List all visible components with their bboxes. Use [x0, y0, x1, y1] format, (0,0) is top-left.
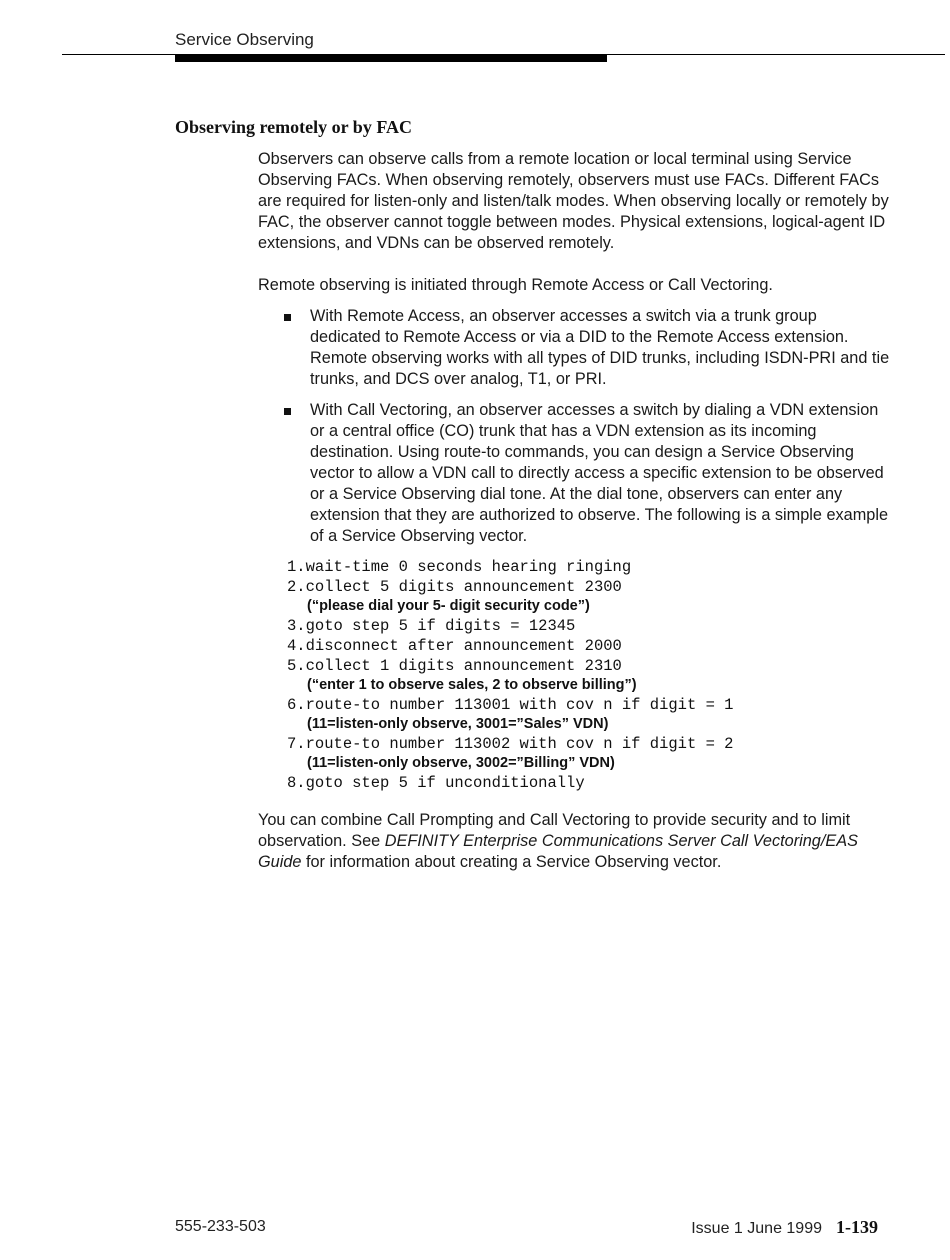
closing-paragraph — [258, 810, 890, 873]
section-title: Observing remotely or by FAC — [175, 117, 412, 137]
page-number: 1-139 — [836, 1217, 878, 1237]
closing-text-start: You can combine Call Prompting and Call Vectoring to provide security and to limit observation. See — [258, 811, 851, 850]
vector-step — [287, 557, 890, 577]
step-number: 3. — [287, 617, 306, 635]
bullet-list — [258, 306, 890, 547]
step-command: wait-time 0 seconds hearing ringing — [305, 558, 632, 576]
closing-text-end: for information about creating a Service Observing vector. — [301, 853, 722, 871]
square-bullet-icon — [284, 314, 291, 321]
square-bullet-icon — [284, 408, 291, 415]
intro-paragraph: Observers can observe calls from a remote location or local terminal using Service Observing FACs. When observing remotely, observers must use FACs. Different FACs are required for listen-only and listen/talk modes. When observing locally or remotely by FAC, the observer cannot toggle between modes. Physical extensions, logical-agent ID extensions, and VDNs can be observed remotely. — [258, 150, 889, 252]
remote-observing-paragraph: Remote observing is initiated through Remote Access or Call Vectoring. — [258, 276, 773, 294]
header-rule-bar — [175, 54, 607, 62]
step-command: collect 5 digits announcement 2300 — [305, 578, 622, 596]
footer-issue-block — [691, 1217, 878, 1238]
step-number: 4. — [287, 637, 306, 655]
step-command: route-to number 113002 with cov n if digit = 2 — [305, 735, 734, 753]
step-note: (11=listen-only observe, 3002=”Billing” VDN) — [307, 755, 615, 771]
body-column — [258, 149, 890, 873]
vector-step — [287, 636, 890, 656]
step-number: 6. — [287, 696, 306, 714]
step-number: 5. — [287, 657, 306, 675]
bullet-text: With Call Vectoring, an observer accesses a switch by dialing a VDN extension or a central office (CO) trunk that has a VDN extension as its incoming destination. Using route-to commands, you can design a Service Observing vector to allow a VDN call to directly access a specific extension to be observed or a Service Observing dial tone. At the dial tone, observers can enter any extension that they are authorized to observe. The following is a simple example of a Service Observing vector. — [310, 401, 889, 545]
bullet-text: With Remote Access, an observer accesses a switch via a trunk group dedicated to Remote Access or via a DID to the Remote Access extension. Remote observing works with all types of DID trunks, including ISDN-PRI and tie trunks, and DCS over analog, T1, or PRI. — [310, 307, 890, 388]
step-command: route-to number 113001 with cov n if digit = 1 — [305, 696, 734, 714]
vector-step — [287, 616, 890, 636]
step-command: disconnect after announcement 2000 — [305, 637, 622, 655]
vector-example — [287, 557, 890, 793]
bullet-item-call-vectoring — [258, 400, 890, 547]
vector-step — [287, 695, 890, 734]
issue-date: Issue 1 June 1999 — [691, 1220, 822, 1237]
running-head: Service Observing — [175, 30, 314, 49]
step-command: collect 1 digits announcement 2310 — [305, 657, 622, 675]
step-note: (“enter 1 to observe sales, 2 to observe billing”) — [307, 677, 637, 693]
bullet-item-remote-access — [258, 306, 890, 390]
vector-step — [287, 656, 890, 695]
vector-step — [287, 773, 890, 793]
step-number: 7. — [287, 735, 306, 753]
vector-step — [287, 734, 890, 773]
step-number: 1. — [287, 558, 306, 576]
step-number: 8. — [287, 774, 306, 792]
guide-title-reference: DEFINITY Enterprise Communications Server Call Vectoring/EAS Guide — [258, 832, 858, 871]
document-number: 555-233-503 — [175, 1218, 266, 1235]
vector-step — [287, 577, 890, 616]
step-command: goto step 5 if digits = 12345 — [305, 617, 576, 635]
step-number: 2. — [287, 578, 306, 596]
step-note: (“please dial your 5- digit security code”) — [307, 598, 590, 614]
step-note: (11=listen-only observe, 3001=”Sales” VDN) — [307, 716, 609, 732]
step-command: goto step 5 if unconditionally — [305, 774, 585, 792]
